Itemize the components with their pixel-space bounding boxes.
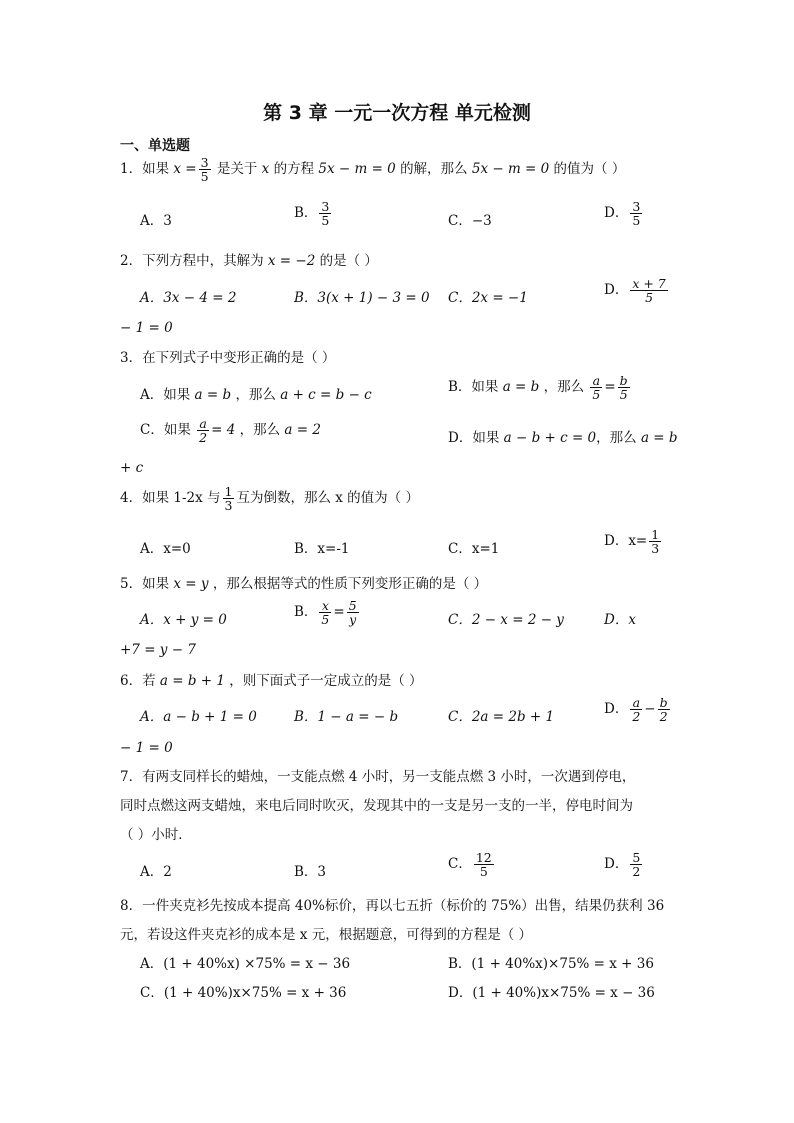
question-6-stem: 6．若 a = b + 1 ，则下面式子一定成立的是（ ）	[120, 673, 423, 689]
q3-option-a: A．如果 a = b ，那么 a + c = b − c	[140, 387, 372, 403]
q6-option-d-continued: − 1 = 0	[120, 740, 173, 756]
question-7-line-3: （ ）小时．	[120, 827, 192, 843]
q1-text: 的值为（ ）	[553, 161, 626, 178]
question-1-stem	[120, 156, 625, 183]
q1-text: 是关于	[216, 161, 258, 178]
q1-option-a: A．3	[140, 213, 172, 229]
q3-option-b: B．如果 a = b ，那么 $\frac{a}{5}$ = $\frac{b}{5}$	[448, 373, 628, 403]
q7-option-a: A．2	[140, 864, 172, 880]
q8-option-d: D．(1 + 40%)x×75% = x − 36	[448, 985, 655, 1001]
q5-option-d-continued: +7 = y − 7	[120, 642, 196, 658]
q2-option-c: C．2x = −1	[448, 290, 528, 306]
q1-option-d: D． $\frac{3}{5}$	[604, 199, 641, 229]
q1-text: 的方程	[273, 161, 315, 178]
question-7-line-2: 同时点燃这两支蜡烛，来电后同时吹灭，发现其中的一支是另一支的一半，停电时间为	[120, 798, 633, 814]
q7-option-d: D． $\frac{5}{2}$	[604, 850, 641, 880]
q7-option-b: B．3	[294, 864, 327, 880]
q1-option-c: C．−3	[448, 213, 492, 229]
q4-option-a: A．x=0	[140, 541, 191, 557]
q4-option-d: D．x= $\frac{1}{3}$	[604, 527, 660, 557]
question-7-line-1: 7．有两支同样长的蜡烛，一支能点燃 4 小时，另一支能点燃 3 小时，一次遇到停电，	[120, 769, 636, 785]
q7-option-c: C． $\frac{12}{5}$	[448, 850, 492, 880]
q1-text: 1．如果	[120, 161, 170, 178]
q2-option-b: B．3(x + 1) − 3 = 0	[294, 290, 430, 306]
q8-option-c: C．(1 + 40%)x×75% = x + 36	[140, 985, 347, 1001]
question-8-line-2: 元，若设这件夹克衫的成本是 x 元，根据题意，可得到的方程是（ ）	[120, 927, 532, 943]
section-heading: 一、单选题	[120, 138, 190, 154]
q1-math: 5x − m = 0	[318, 161, 396, 178]
q2-option-d-continued: − 1 = 0	[120, 320, 173, 336]
q8-option-a: A．(1 + 40%x) ×75% = x − 36	[140, 956, 351, 972]
q5-option-b: B． $\frac{x}{5}$ = $\frac{5}{y}$	[294, 598, 357, 628]
q3-option-c: C．如果 $\frac{a}{2}$ = 4 ，那么 a = 2	[140, 416, 321, 446]
question-8-line-1: 8．一件夹克衫先按成本提高 40%标价，再以七五折（标价的 75%）出售，结果仍获利 36	[120, 898, 665, 914]
q6-option-d: D． $\frac{a}{2}$ − $\frac{b}{2}$	[604, 695, 668, 725]
q1-math: x	[261, 161, 270, 178]
question-5-stem: 5．如果 x = y ，那么根据等式的性质下列变形正确的是（ ）	[120, 576, 488, 592]
q5-option-a: A．x + y = 0	[140, 612, 227, 628]
q2-option-d: D． $\frac{x + 7}{5}$	[604, 276, 666, 306]
q6-option-b: B．1 − a = − b	[294, 709, 399, 725]
q4-option-c: C．x=1	[448, 541, 500, 557]
q1-option-b: B． $\frac{3}{5}$	[294, 199, 330, 229]
question-4-stem: 4．如果 1-2x 与 $\frac{1}{3}$ 互为倒数，那么 x 的值为（ ）	[120, 484, 419, 514]
q1-math: x =	[173, 161, 197, 178]
q1-math: 5x − m = 0	[471, 161, 550, 178]
q3-option-d-continued: + c	[120, 460, 144, 476]
q6-option-c: C．2a = 2b + 1	[448, 709, 555, 725]
q8-option-b: B．(1 + 40%x)×75% = x + 36	[448, 956, 654, 972]
q1-text: 的解，那么	[400, 161, 468, 178]
question-2-stem: 2．下列方程中，其解为 x = −2 的是（ ）	[120, 253, 378, 269]
question-3-stem: 3．在下列式子中变形正确的是（ ）	[120, 350, 336, 366]
q5-option-c: C．2 − x = 2 − y	[448, 612, 564, 628]
q1-fraction: $\frac{3}{5}$	[200, 155, 209, 185]
q6-option-a: A．a − b + 1 = 0	[140, 709, 257, 725]
q4-option-b: B．x=-1	[294, 541, 350, 557]
q2-option-a: A．3x − 4 = 2	[140, 290, 237, 306]
q5-option-d: D．x	[604, 612, 636, 628]
q3-option-d: D．如果 a − b + c = 0，那么 a = b	[448, 430, 678, 446]
page-title: 第 3 章 一元一次方程 单元检测	[263, 102, 531, 124]
